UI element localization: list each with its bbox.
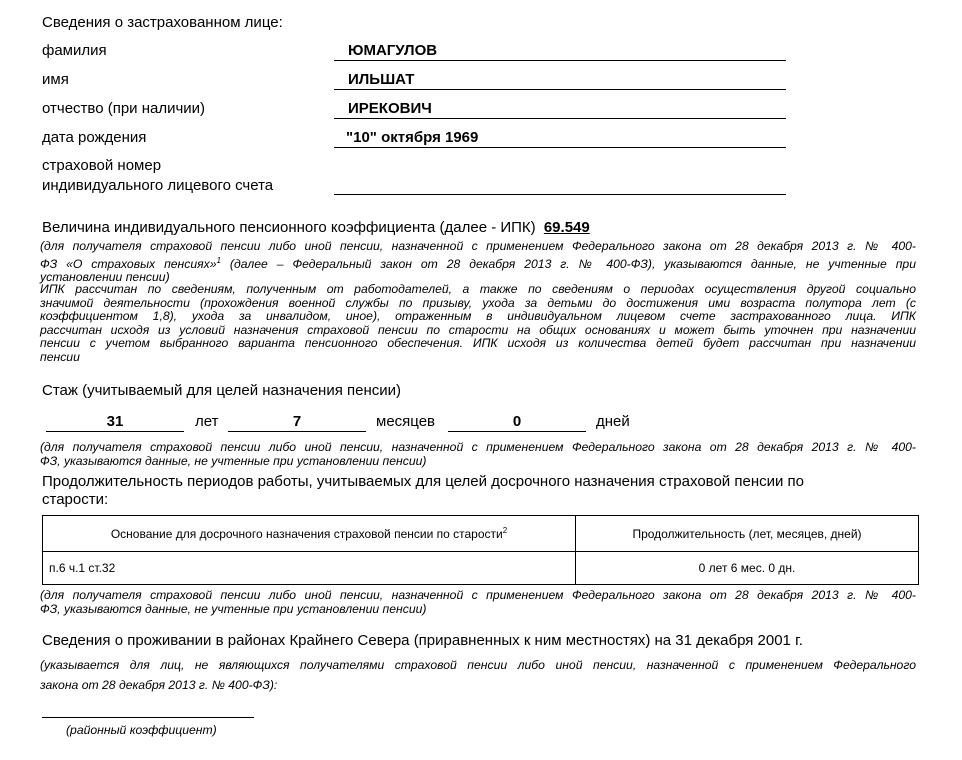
stazh-days-unit: дней [596, 413, 630, 430]
snils-label-line2: индивидуального лицевого счета [42, 177, 274, 194]
early-note-line: ФЗ, указываются данные, не учтенные при установлении пенсии) [40, 601, 427, 616]
row-duration: 0 лет 6 мес. 0 дн. [576, 552, 919, 585]
early-periods-table [42, 515, 919, 585]
patronymic-label: отчество (при наличии) [42, 100, 206, 117]
name-value: ИЛЬШАТ [348, 71, 415, 88]
coefficient-label: (районный коэффициент) [66, 723, 217, 737]
stazh-months-value: 7 [292, 413, 302, 430]
stazh-days-value: 0 [512, 413, 522, 430]
early-title-line: старости: [42, 491, 109, 508]
ipk-note-text: ФЗ «О страховых пенсиях» [40, 256, 217, 271]
ipk-info-line: рассчитан исходя из условий назначения страховой пенсии по старости на общих основаниях и может быть уточнен при назначении [40, 322, 916, 337]
stazh-years-underline [46, 431, 184, 432]
row-basis: п.6 ч.1 ст.32 [43, 552, 576, 585]
snils-underline [334, 194, 786, 195]
birth-date-value: "10" октября 1969 [346, 129, 479, 146]
stazh-label: Стаж (учитываемый для целей назначения пенсии) [42, 382, 401, 399]
ipk-info-line: коэффициентом 1,8), ухода за инвалидом, иное), отраженным в индивидуальном лицевом счете застрахованного лица. ИПК [40, 309, 916, 323]
footnote-1-marker: 1 [216, 255, 221, 265]
north-note-line: (указывается для лиц, не являющихся получателями страховой пенсии либо иной пенсии, назначенной с применением Федерального [40, 658, 916, 672]
stazh-months-underline [228, 431, 366, 432]
ipk-value: 69.549 [543, 219, 590, 236]
name-label: имя [42, 71, 69, 88]
ipk-info-line: пенсии с учетом выбранного варианта пенсионного обеспечения. ИПК исходя из количества детей будет рассчитан при назначении [40, 336, 916, 350]
birth-date-label: дата рождения [42, 129, 147, 146]
birth-date-underline [334, 147, 786, 148]
surname-underline [334, 60, 786, 61]
early-note [40, 589, 916, 616]
ipk-info-line: ИПК рассчитан по сведениям, полученным от работодателей, а также по сведениям о периодах осуществления другой социально [40, 282, 916, 296]
stazh-note-line: (для получателя страховой пенсии либо иной пенсии, назначенной с применением Федерального закона от 28 декабря 2013 г. № 400- [40, 440, 916, 454]
ipk-label-text: Величина индивидуального пенсионного коэффициента (далее - ИПК) [42, 219, 536, 236]
section-title: Сведения о застрахованном лице: [42, 14, 283, 31]
ipk-note-line: установлении пенсии) [40, 270, 170, 285]
ipk-note-line: (для получателя страховой пенсии либо иной пенсии, назначенной с применением Федерального закона от 28 декабря 2013 г. № 400- [40, 239, 916, 253]
north-title: Сведения о проживании в районах Крайнего Севера (приравненных к ним местностях) на 31 декабря 2001 г. [42, 632, 803, 649]
stazh-years-value: 31 [106, 413, 124, 430]
header-basis-text: Основание для досрочного назначения страховой пенсии по старости [110, 527, 503, 541]
table-row [43, 552, 919, 585]
name-underline [334, 89, 786, 90]
stazh-note-line: ФЗ, указываются данные, не учтенные при установлении пенсии) [40, 453, 427, 468]
patronymic-value: ИРЕКОВИЧ [348, 100, 432, 117]
footnote-2-marker: 2 [502, 526, 508, 535]
surname-label: фамилия [42, 42, 107, 59]
early-title-line: Продолжительность периодов работы, учитываемых для целей досрочного назначения страховой пенсии по [42, 473, 804, 490]
ipk-info-line: значимой деятельности (прохождения военной службы по призыву, ухода за детьми до достижения ими возраста полутора лет (с [40, 295, 916, 310]
north-note-line: закона от 28 декабря 2013 г. № 400-ФЗ): [40, 678, 278, 692]
ipk-note-line [40, 254, 916, 272]
early-title [42, 473, 918, 508]
snils-label-line1: страховой номер [42, 157, 162, 174]
patronymic-underline [334, 118, 786, 119]
surname-value: ЮМАГУЛОВ [348, 42, 438, 59]
ipk-label [42, 219, 590, 236]
stazh-days-underline [448, 431, 586, 432]
early-note-line: (для получателя страховой пенсии либо иной пенсии, назначенной с применением Федерального закона от 28 декабря 2013 г. № 400- [40, 588, 916, 602]
table-header-row [43, 516, 919, 552]
coefficient-underline [42, 717, 254, 718]
header-duration: Продолжительность (лет, месяцев, дней) [576, 516, 919, 552]
stazh-note [40, 441, 916, 468]
header-basis [43, 516, 576, 552]
ipk-info [40, 283, 916, 364]
ipk-note-text: (далее – Федеральный закон от 28 декабря 2013 г. № 400-ФЗ), указываются данные, не учтенные при [220, 256, 916, 271]
stazh-months-unit: месяцев [376, 413, 436, 430]
stazh-years-unit: лет [195, 413, 219, 430]
ipk-info-line: пенсии [40, 349, 80, 364]
north-note [40, 655, 916, 695]
ipk-note [40, 240, 916, 285]
